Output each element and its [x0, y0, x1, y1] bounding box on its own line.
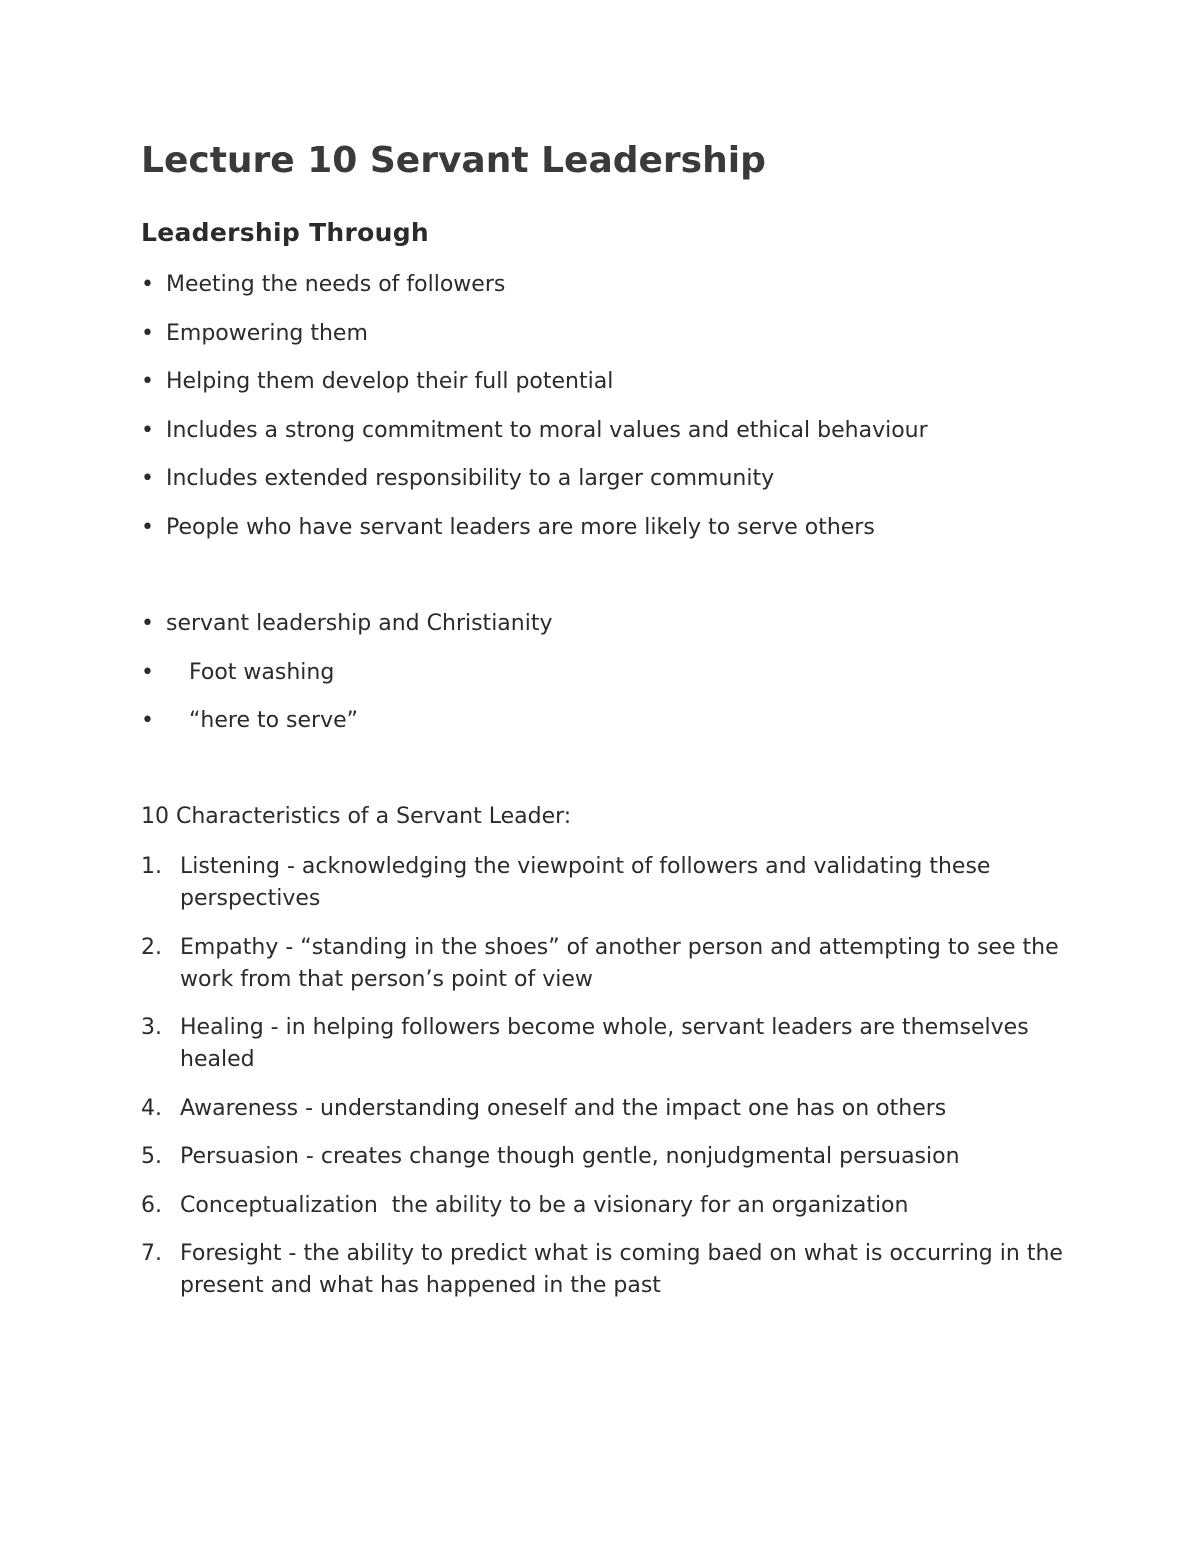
item-number: 6.	[141, 1192, 162, 1218]
list-item	[141, 319, 928, 368]
item-number: 5.	[141, 1144, 162, 1169]
list-item-text: Foot washing	[189, 659, 335, 685]
page-title: Lecture 10 Servant Leadership	[141, 140, 766, 181]
section-subheading: Leadership Through	[141, 218, 430, 247]
list-item	[141, 367, 928, 416]
list-item-text: Helping them develop their full potential	[166, 369, 614, 394]
item-text: Listening - acknowledging the viewpoint of followers and validating these perspectives	[180, 854, 991, 911]
bullet-icon: •	[141, 466, 154, 491]
list-item-text: Includes a strong commitment to moral values and ethical behaviour	[166, 417, 928, 443]
bullet-icon: •	[141, 272, 154, 297]
bullet-icon: •	[141, 417, 154, 443]
item-number: 3.	[141, 1015, 162, 1040]
bullet-icon: •	[141, 320, 154, 346]
item-number: 7.	[141, 1241, 162, 1266]
numbered-item	[141, 1238, 1071, 1302]
item-text: Healing - in helping followers become whole, servant leaders are themselves healed	[180, 1015, 1029, 1072]
list-item	[141, 513, 928, 562]
list-item-text: Includes extended responsibility to a larger community	[166, 466, 775, 491]
numbered-item	[141, 1190, 1071, 1222]
bullet-icon: •	[141, 708, 154, 733]
bullet-icon: •	[141, 369, 154, 394]
list-item	[141, 270, 928, 319]
numbered-item	[141, 1093, 1071, 1125]
item-number: 2.	[141, 934, 162, 960]
list-item-text: “here to serve”	[189, 708, 359, 733]
characteristics-heading: 10 Characteristics of a Servant Leader:	[141, 804, 572, 829]
item-number: 4.	[141, 1095, 162, 1121]
list-item	[141, 464, 928, 513]
bullet-list-christianity	[141, 609, 552, 755]
numbered-item	[141, 1141, 1071, 1173]
numbered-item	[141, 1012, 1071, 1076]
item-text: Foresight - the ability to predict what is coming baed on what is occurring in the present and what has happened in the past	[180, 1241, 1063, 1298]
bullet-icon: •	[141, 611, 154, 636]
list-item	[141, 706, 552, 755]
list-item	[141, 609, 552, 658]
item-text: Conceptualization the ability to be a visionary for an organization	[180, 1192, 909, 1218]
item-text: Awareness - understanding oneself and the impact one has on others	[180, 1095, 947, 1121]
list-item-text: People who have servant leaders are more likely to serve others	[166, 514, 875, 540]
list-item	[141, 658, 552, 707]
item-text: Empathy - “standing in the shoes” of another person and attempting to see the work from that person’s point of view	[180, 934, 1059, 992]
bullet-icon: •	[141, 514, 154, 540]
numbered-item	[141, 932, 1071, 996]
numbered-item	[141, 851, 1071, 915]
bullet-icon: •	[141, 659, 154, 685]
bullet-list-leadership-through	[141, 270, 928, 561]
characteristics-list	[141, 851, 1071, 1319]
list-item-text: servant leadership and Christianity	[166, 611, 553, 636]
list-item-text: Meeting the needs of followers	[166, 272, 506, 297]
list-item	[141, 416, 928, 465]
item-number: 1.	[141, 854, 162, 879]
item-text: Persuasion - creates change though gentle, nonjudgmental persuasion	[180, 1144, 960, 1169]
list-item-text: Empowering them	[166, 320, 368, 346]
